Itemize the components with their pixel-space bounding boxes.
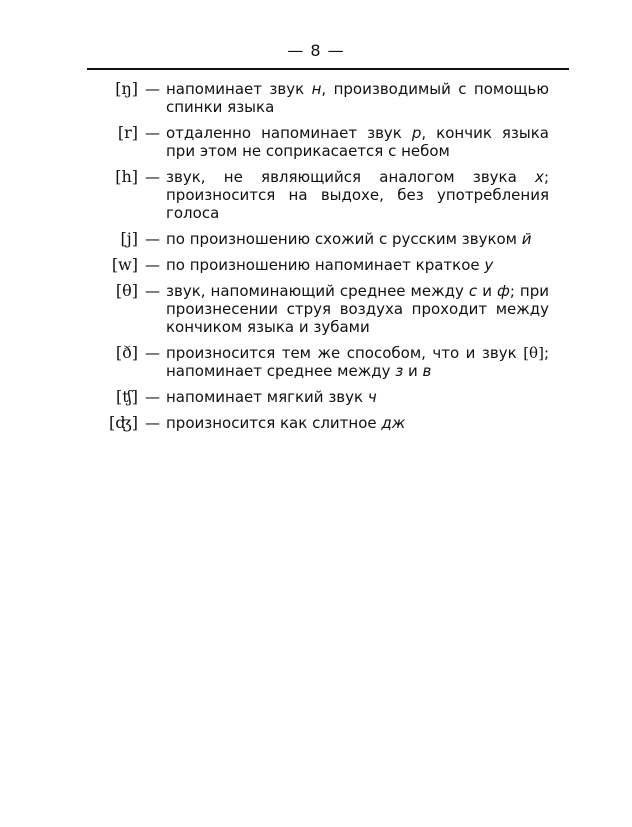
symbol-entry	[0, 230, 632, 248]
em-dash: —	[145, 80, 160, 98]
symbol-description	[166, 256, 549, 274]
em-dash: —	[145, 282, 160, 300]
inline-phonetic-symbol: [θ]	[523, 344, 544, 362]
phonetic-symbol: [ð]	[115, 343, 138, 362]
phonetic-symbol: [w]	[111, 255, 138, 274]
description-text: ; произносится на выдохе, без употребления голоса	[166, 168, 549, 222]
em-dash: —	[145, 344, 160, 362]
phonetic-symbol: [h]	[115, 167, 138, 186]
symbol-entry	[0, 414, 632, 432]
description-text: и	[403, 362, 423, 380]
description-text: ; напоминает среднее между	[166, 344, 549, 380]
symbol-description	[166, 344, 549, 380]
description-text: , кончик языка при этом не соприкасается с небом	[166, 124, 549, 160]
symbol-entry	[0, 256, 632, 274]
italic-letter: с	[468, 282, 478, 300]
description-text: ; при произнесении струя воздуха проходит между кончиком языка и зубами	[166, 282, 549, 336]
symbol-entry	[0, 388, 632, 406]
italic-letter: ч	[367, 388, 377, 406]
header-rule	[87, 68, 569, 70]
symbol-entry	[0, 344, 632, 380]
description-text: и	[477, 282, 497, 300]
italic-letter: в	[422, 362, 432, 380]
description-text: звук, не являющийся аналогом звука	[166, 168, 536, 186]
em-dash: —	[145, 256, 160, 274]
em-dash: —	[145, 168, 160, 186]
description-text: произносится как слитное	[166, 414, 382, 432]
description-text: по произношению схожий с русским звуком	[166, 230, 522, 248]
italic-letter: х	[535, 168, 544, 186]
description-text: произносится тем же способом, что и звук	[166, 344, 524, 362]
phonetic-symbol: [r]	[117, 123, 138, 142]
symbol-entry	[0, 124, 632, 160]
em-dash: —	[145, 124, 160, 142]
phonetic-symbol: [ŋ]	[115, 79, 138, 98]
symbol-description	[166, 168, 549, 222]
phonetic-symbol: [ʧ]	[115, 387, 138, 406]
italic-letter: у	[484, 256, 494, 274]
italic-letter: н	[311, 80, 322, 98]
page-number: — 8 —	[287, 41, 345, 60]
description-text: , производимый с помощью спинки языка	[166, 80, 549, 116]
phonetic-symbol: [j]	[120, 229, 138, 248]
description-text: по произношению напоминает краткое	[166, 256, 485, 274]
description-text: напоминает звук	[166, 80, 312, 98]
symbol-description	[166, 230, 549, 248]
italic-letter: з	[395, 362, 404, 380]
symbol-description	[166, 282, 549, 336]
italic-letter: ф	[496, 282, 510, 300]
italic-letter: й	[521, 230, 532, 248]
symbol-description	[166, 388, 549, 406]
em-dash: —	[145, 230, 160, 248]
symbol-description	[166, 414, 549, 432]
italic-letter: р	[411, 124, 422, 142]
symbol-entry	[0, 282, 632, 336]
phonetic-symbol: [θ]	[115, 281, 138, 300]
phonetic-symbol-list	[0, 80, 632, 440]
symbol-description	[166, 124, 549, 160]
phonetic-symbol: [ʤ]	[108, 413, 138, 432]
description-text: напоминает мягкий звук	[166, 388, 368, 406]
italic-letter: дж	[381, 414, 406, 432]
symbol-entry	[0, 80, 632, 116]
em-dash: —	[145, 388, 160, 406]
description-text: звук, напоминающий среднее между	[166, 282, 469, 300]
description-text: отдаленно напоминает звук	[166, 124, 412, 142]
em-dash: —	[145, 414, 160, 432]
symbol-description	[166, 80, 549, 116]
symbol-entry	[0, 168, 632, 222]
